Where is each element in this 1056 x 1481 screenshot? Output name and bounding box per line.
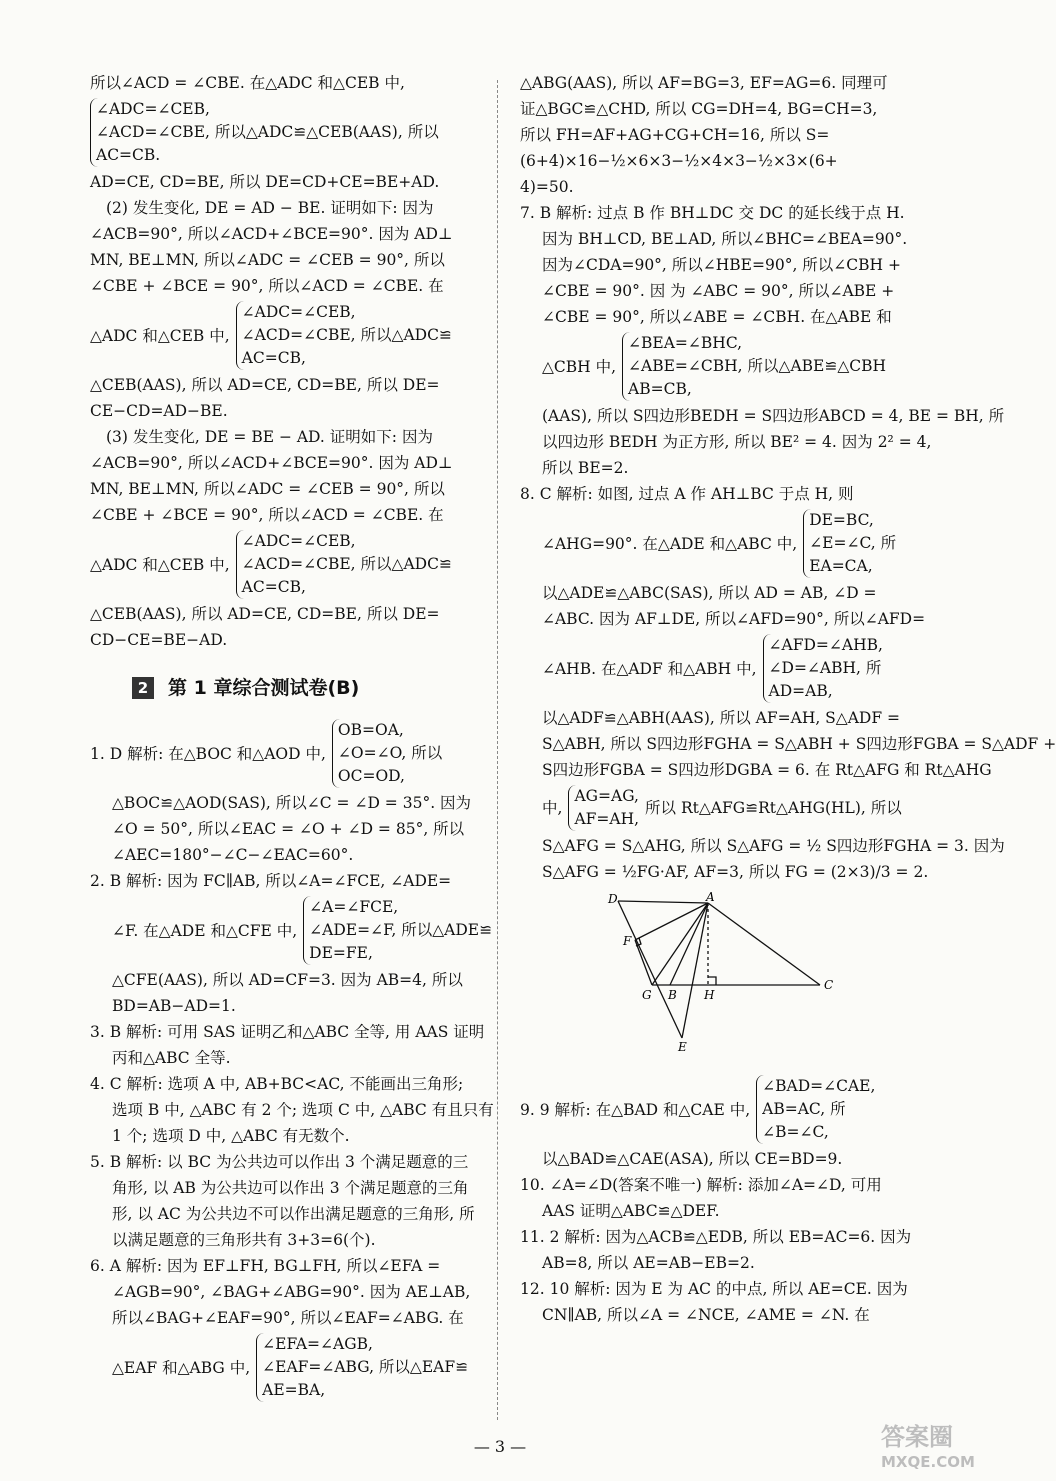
q6-system: [90, 1333, 475, 1402]
q8-line: 8. C 解析: 如图, 过点 A 作 AH⊥BC 于点 H, 则: [520, 485, 854, 503]
text-line: 所以∠ACD = ∠CBE. 在△ADC 和△CEB 中,: [90, 74, 405, 92]
q4-line: 4. C 解析: 选项 A 中, AB+BC<AC, 不能画出三角形;: [90, 1075, 464, 1093]
brace-prefix: ∠AHB. 在△ADF 和△ABH 中,: [542, 659, 757, 678]
text-line: ∠CBE + ∠BCE = 90°, 所以∠ACD = ∠CBE. 在: [90, 506, 444, 524]
q12-line: 12. 10 解析: 因为 E 为 AC 的中点, 所以 AE=CE. 因为: [520, 1280, 908, 1298]
brace-prefix: ∠AHG=90°. 在△ADE 和△ABC 中,: [542, 534, 798, 553]
text-line: ∠AEC=180°−∠C−∠EAC=60°.: [112, 846, 354, 864]
condition: ∠AFD=∠AHB,: [768, 636, 883, 654]
q5-line: 5. B 解析: 以 BC 为公共边可以作出 3 个满足题意的三: [90, 1153, 469, 1171]
q9-system: [520, 1075, 930, 1144]
text-line: S四边形FGBA = S四边形DGBA = 6. 在 Rt△AFG 和 Rt△AHG: [542, 761, 992, 779]
text-line: 证△BGC≌△CHD, 所以 CG=DH=4, BG=CH=3,: [520, 100, 878, 118]
text-line: 以四边形 BEDH 为正方形, 所以 BE² = 4. 因为 2² = 4,: [542, 433, 932, 451]
text-line: 选项 B 中, △ABC 有 2 个; 选项 C 中, △ABC 有且只有: [112, 1101, 494, 1119]
condition: ∠E=∠C, 所: [809, 534, 897, 552]
condition: AD=AB,: [768, 682, 833, 700]
condition: AG=AG,: [574, 787, 639, 805]
q8-system: [520, 509, 930, 578]
label-C: C: [824, 978, 834, 992]
equation-system: [90, 530, 475, 599]
q1-prefix: 1. D 解析: 在△BOC 和△AOD 中,: [90, 744, 326, 763]
text-line: 丙和△ABC 全等.: [112, 1049, 231, 1067]
q8-system-2: [520, 634, 930, 703]
brace-prefix: ∠F. 在△ADE 和△CFE 中,: [112, 921, 298, 940]
text-line: S△AFG = ½FG·AF, AF=3, 所以 FG = (2×3)/3 = 2.: [542, 863, 929, 881]
q3-line: 3. B 解析: 可用 SAS 证明乙和△ABC 全等, 用 AAS 证明: [90, 1023, 485, 1041]
text-line: CN∥AB, 所以∠A = ∠NCE, ∠AME = ∠N. 在: [542, 1306, 870, 1324]
text-line: 以△ADE≌△ABC(SAS), 所以 AD = AB, ∠D =: [542, 584, 877, 602]
condition: ∠BEA=∠BHC,: [628, 334, 743, 352]
text-line: MN, BE⊥MN, 所以∠ADC = ∠CEB = 90°, 所以: [90, 480, 445, 498]
text-line: 1 个; 选项 D 中, △ABC 有无数个.: [112, 1127, 350, 1145]
condition: AC=CB,: [241, 349, 306, 367]
text-line: (AAS), 所以 S四边形BEDH = S四边形ABCD = 4, BE = BH, 所: [542, 407, 1005, 425]
condition: OC=OD,: [337, 767, 405, 785]
text-line: AB=8, 所以 AE=AB−EB=2.: [542, 1254, 755, 1272]
condition: OB=OA,: [337, 721, 404, 739]
brace-suffix: 所以 Rt△AFG≌Rt△AHG(HL), 所以: [645, 799, 902, 817]
text-line: ∠ACB=90°, 所以∠ACD+∠BCE=90°. 因为 AD⊥: [90, 454, 453, 472]
condition: ∠B=∠C,: [762, 1123, 829, 1141]
condition: ∠EFA=∠AGB,: [262, 1335, 373, 1353]
text-line: CD−CE=BE−AD.: [90, 631, 228, 649]
label-E: E: [678, 1040, 687, 1054]
text-line: CE−CD=AD−BE.: [90, 402, 228, 420]
page-number: — 3 —: [473, 1437, 527, 1456]
text-line: △CFE(AAS), 所以 AD=CF=3. 因为 AB=4, 所以: [112, 971, 463, 989]
text-line: BD=AB−AD=1.: [112, 997, 236, 1015]
brace-prefix: 中,: [542, 799, 563, 817]
label-G: G: [642, 988, 652, 1002]
q10-line: 10. ∠A=∠D(答案不唯一) 解析: 添加∠A=∠D, 可用: [520, 1176, 882, 1194]
condition: ∠ADE=∠F, 所以△ADE≌: [309, 921, 493, 939]
condition: AB=AC, 所: [762, 1100, 846, 1118]
label-D: D: [608, 892, 618, 906]
text-line: 以△BAD≌△CAE(ASA), 所以 CE=BD=9.: [542, 1150, 843, 1168]
brace-prefix: △EAF 和△ABG 中,: [112, 1358, 251, 1377]
condition: AE=BA,: [262, 1381, 326, 1399]
condition: DE=FE,: [309, 944, 373, 962]
text-line: AD=CE, CD=BE, 所以 DE=CD+CE=BE+AD.: [90, 173, 440, 191]
text-line: △ABG(AAS), 所以 AF=BG=3, EF=AG=6. 同理可: [520, 74, 888, 92]
text-line: S△AFG = S△AHG, 所以 S△AFG = ½ S四边形FGHA = 3. 因为: [542, 837, 1005, 855]
condition: DE=BC,: [809, 511, 874, 529]
condition: AB=CB,: [628, 380, 692, 398]
condition: ∠ACD=∠CBE, 所以△ADC≌: [241, 326, 452, 344]
text-line: 所以 BE=2.: [542, 459, 629, 477]
condition: AF=AH,: [574, 810, 640, 828]
text-line: MN, BE⊥MN, 所以∠ADC = ∠CEB = 90°, 所以: [90, 251, 445, 269]
label-H: H: [704, 988, 715, 1002]
watermark-text: 答案圈: [881, 1422, 953, 1451]
condition: ∠ADC=∠CEB,: [241, 532, 356, 550]
text-line: ∠ACB=90°, 所以∠ACD+∠BCE=90°. 因为 AD⊥: [90, 225, 453, 243]
left-column: [90, 70, 494, 1404]
q1-system: [90, 719, 475, 788]
text-line: (6+4)×16−½×6×3−½×4×3−½×3×(6+: [520, 152, 838, 170]
text-line: AAS 证明△ABC≌△DEF.: [542, 1202, 720, 1220]
text-line: 角形, 以 AB 为公共边可以作出 3 个满足题意的三角: [112, 1179, 469, 1197]
brace-prefix: △ADC 和△CEB 中,: [90, 326, 230, 345]
geometry-figure: [590, 890, 850, 1054]
section-title: 第 1 章综合测试卷(B): [168, 677, 360, 699]
section-heading: [132, 675, 475, 701]
condition: ∠D=∠ABH, 所: [768, 659, 882, 677]
q7-line: 7. B 解析: 过点 B 作 BH⊥DC 交 DC 的延长线于点 H.: [520, 204, 905, 222]
section-badge: 2: [132, 677, 154, 699]
text-line: 形, 以 AC 为公共边不可以作出满足题意的三角形, 所: [112, 1205, 475, 1223]
text-line: ∠ABC. 因为 AF⊥DE, 所以∠AFD=90°, 所以∠AFD=: [542, 610, 926, 628]
text-line: ∠CBE = 90°, 所以∠ABE = ∠CBH. 在△ABE 和: [542, 308, 892, 326]
text-line: 所以∠BAG+∠EAF=90°, 所以∠EAF=∠ABG. 在: [112, 1309, 464, 1327]
text-line: (3) 发生变化, DE = BE − AD. 证明如下: 因为: [106, 428, 433, 446]
text-line: 以△ADF≌△ABH(AAS), 所以 AF=AH, S△ADF =: [542, 709, 901, 727]
condition: ∠O=∠O, 所以: [337, 744, 443, 762]
text-line: 4)=50.: [520, 178, 574, 196]
q7-system: [520, 332, 930, 401]
text-line: ∠O = 50°, 所以∠EAC = ∠O + ∠D = 85°, 所以: [112, 820, 465, 838]
text-line: 因为 BH⊥CD, BE⊥AD, 所以∠BHC=∠BEA=90°.: [542, 230, 908, 248]
text-line: △CEB(AAS), 所以 AD=CE, CD=BE, 所以 DE=: [90, 376, 440, 394]
condition: ∠ABE=∠CBH, 所以△ABE≌△CBH: [628, 357, 887, 375]
label-A: A: [706, 890, 715, 904]
text-line: 因为∠CDA=90°, 所以∠HBE=90°, 所以∠CBH +: [542, 256, 901, 274]
equation-system: [90, 98, 475, 167]
q2-line: 2. B 解析: 因为 FC∥AB, 所以∠A=∠FCE, ∠ADE=: [90, 872, 452, 890]
brace-prefix: △CBH 中,: [542, 357, 617, 376]
q11-line: 11. 2 解析: 因为△ACB≌△EDB, 所以 EB=AC=6. 因为: [520, 1228, 912, 1246]
brace-prefix: △ADC 和△CEB 中,: [90, 555, 230, 574]
q8-system-3: [520, 785, 930, 831]
q9-prefix: 9. 9 解析: 在△BAD 和△CAE 中,: [520, 1100, 751, 1119]
equation-system: [90, 301, 475, 370]
text-line: (2) 发生变化, DE = AD − BE. 证明如下: 因为: [106, 199, 434, 217]
q2-system: [90, 896, 493, 965]
text-line: ∠CBE = 90°. 因 为 ∠ABC = 90°, 所以∠ABE +: [542, 282, 895, 300]
condition: ∠A=∠FCE,: [309, 898, 399, 916]
condition: AC=CB.: [96, 146, 161, 164]
text-line: ∠CBE + ∠BCE = 90°, 所以∠ACD = ∠CBE. 在: [90, 277, 444, 295]
condition: ∠BAD=∠CAE,: [762, 1077, 876, 1095]
condition: AC=CB,: [241, 578, 306, 596]
condition: ∠ACD=∠CBE, 所以△ADC≌△CEB(AAS), 所以: [96, 123, 439, 141]
text-line: △BOC≌△AOD(SAS), 所以∠C = ∠D = 35°. 因为: [112, 794, 472, 812]
text-line: 以满足题意的三角形共有 3+3=6(个).: [112, 1231, 376, 1249]
q6-line: 6. A 解析: 因为 EF⊥FH, BG⊥FH, 所以∠EFA =: [90, 1257, 441, 1275]
column-divider: [497, 80, 498, 1420]
text-line: 所以 FH=AF+AG+CG+CH=16, 所以 S=: [520, 126, 830, 144]
watermark-url: MXQE.COM: [881, 1453, 975, 1471]
watermark-logo: [873, 1417, 988, 1473]
label-F: F: [623, 934, 632, 948]
condition: ∠ACD=∠CBE, 所以△ADC≌: [241, 555, 452, 573]
text-line: S△ABH, 所以 S四边形FGHA = S△ABH + S四边形FGBA = S△ADF +: [542, 735, 1056, 753]
label-B: B: [668, 988, 677, 1002]
condition: ∠EAF=∠ABG, 所以△EAF≌: [262, 1358, 469, 1376]
condition: ∠ADC=∠CEB,: [96, 100, 210, 118]
text-line: ∠AGB=90°, ∠BAG+∠ABG=90°. 因为 AE⊥AB,: [112, 1283, 471, 1301]
condition: EA=CA,: [809, 557, 873, 575]
right-column: [520, 70, 1056, 1328]
condition: ∠ADC=∠CEB,: [241, 303, 356, 321]
text-line: △CEB(AAS), 所以 AD=CE, CD=BE, 所以 DE=: [90, 605, 440, 623]
